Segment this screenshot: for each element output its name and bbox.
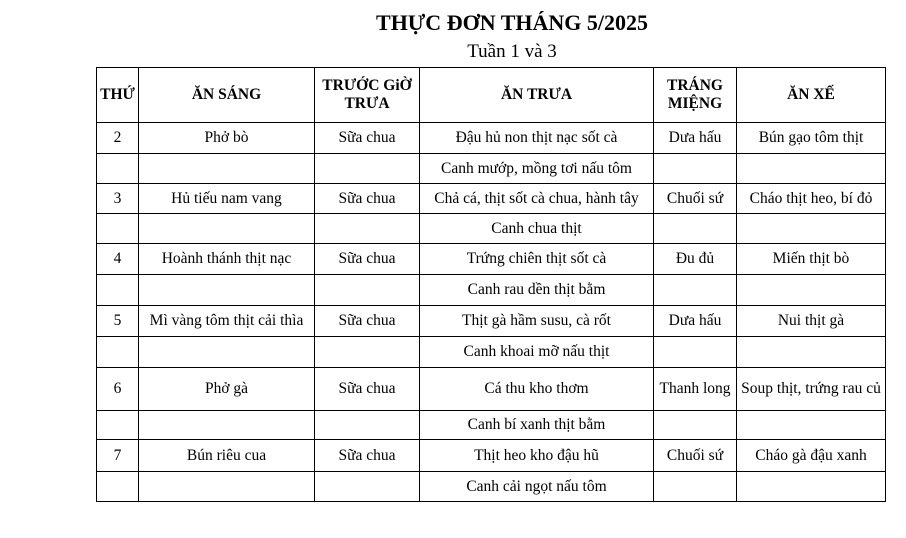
page-title: THỰC ĐƠN THÁNG 5/2025 bbox=[376, 10, 648, 35]
cell-dessert: Chuối sứ bbox=[654, 184, 737, 214]
cell-soup: Canh mướp, mồng tơi nấu tôm bbox=[420, 154, 654, 184]
cell-breakfast: Hoành thánh thịt nạc bbox=[139, 244, 315, 275]
table-row-soup bbox=[97, 214, 886, 244]
table-row bbox=[97, 123, 886, 154]
cell-lunch: Chả cá, thịt sốt cà chua, hành tây bbox=[420, 184, 654, 214]
cell-dessert: Thanh long bbox=[654, 368, 737, 411]
cell-day: 3 bbox=[97, 184, 139, 214]
cell-empty bbox=[315, 337, 420, 368]
cell-empty bbox=[654, 411, 737, 440]
cell-before-lunch: Sữa chua bbox=[315, 440, 420, 472]
header-lunch: ĂN TRƯA bbox=[420, 68, 654, 123]
cell-empty bbox=[654, 275, 737, 306]
cell-breakfast: Hủ tiếu nam vang bbox=[139, 184, 315, 214]
cell-soup: Canh rau dền thịt bằm bbox=[420, 275, 654, 306]
cell-dessert: Đu đủ bbox=[654, 244, 737, 275]
table-row-soup bbox=[97, 411, 886, 440]
header-before-lunch-line1: TRƯỚC GiỜ bbox=[322, 77, 412, 94]
cell-breakfast: Mì vàng tôm thịt cải thìa bbox=[139, 306, 315, 337]
table-row bbox=[97, 440, 886, 472]
cell-lunch: Thịt gà hầm susu, cà rốt bbox=[420, 306, 654, 337]
table-row bbox=[97, 306, 886, 337]
cell-soup: Canh khoai mỡ nấu thịt bbox=[420, 337, 654, 368]
header-dessert-line1: TRÁNG bbox=[667, 77, 723, 94]
cell-empty bbox=[139, 275, 315, 306]
cell-empty bbox=[97, 275, 139, 306]
cell-before-lunch: Sữa chua bbox=[315, 123, 420, 154]
cell-empty bbox=[315, 472, 420, 502]
cell-day: 7 bbox=[97, 440, 139, 472]
header-snack: ĂN XẾ bbox=[737, 68, 886, 123]
cell-empty bbox=[97, 337, 139, 368]
cell-snack: Bún gạo tôm thịt bbox=[737, 123, 886, 154]
page-subtitle: Tuần 1 và 3 bbox=[467, 41, 557, 62]
header-dessert bbox=[654, 68, 737, 123]
cell-day: 4 bbox=[97, 244, 139, 275]
cell-empty bbox=[139, 214, 315, 244]
cell-breakfast: Phở gà bbox=[139, 368, 315, 411]
cell-breakfast: Bún riêu cua bbox=[139, 440, 315, 472]
cell-empty bbox=[315, 275, 420, 306]
header-before-lunch-line2: TRƯA bbox=[344, 95, 390, 112]
cell-before-lunch: Sữa chua bbox=[315, 184, 420, 214]
table-row-soup bbox=[97, 154, 886, 184]
cell-snack: Miến thịt bò bbox=[737, 244, 886, 275]
cell-empty bbox=[97, 214, 139, 244]
cell-soup: Canh bí xanh thịt bằm bbox=[420, 411, 654, 440]
cell-empty bbox=[737, 411, 886, 440]
cell-dessert: Dưa hấu bbox=[654, 306, 737, 337]
cell-empty bbox=[315, 154, 420, 184]
cell-empty bbox=[654, 472, 737, 502]
cell-empty bbox=[315, 411, 420, 440]
cell-before-lunch: Sữa chua bbox=[315, 244, 420, 275]
cell-empty bbox=[139, 154, 315, 184]
table-row-soup bbox=[97, 472, 886, 502]
cell-empty bbox=[737, 472, 886, 502]
cell-snack: Soup thịt, trứng rau củ bbox=[737, 368, 886, 411]
cell-breakfast: Phở bò bbox=[139, 123, 315, 154]
cell-lunch: Trứng chiên thịt sốt cà bbox=[420, 244, 654, 275]
cell-lunch: Đậu hủ non thịt nạc sốt cà bbox=[420, 123, 654, 154]
header-dessert-line2: MIỆNG bbox=[667, 95, 723, 112]
header-day: THỨ bbox=[97, 68, 139, 123]
cell-soup: Canh chua thịt bbox=[420, 214, 654, 244]
cell-empty bbox=[654, 214, 737, 244]
cell-empty bbox=[139, 337, 315, 368]
cell-before-lunch: Sữa chua bbox=[315, 306, 420, 337]
cell-day: 5 bbox=[97, 306, 139, 337]
cell-snack: Nui thịt gà bbox=[737, 306, 886, 337]
menu-table bbox=[96, 67, 886, 502]
table-row-soup bbox=[97, 337, 886, 368]
table-row-soup bbox=[97, 275, 886, 306]
cell-empty bbox=[97, 472, 139, 502]
cell-empty bbox=[737, 275, 886, 306]
cell-snack: Cháo thịt heo, bí đỏ bbox=[737, 184, 886, 214]
cell-dessert: Chuối sứ bbox=[654, 440, 737, 472]
cell-empty bbox=[97, 154, 139, 184]
cell-empty bbox=[139, 411, 315, 440]
cell-empty bbox=[654, 337, 737, 368]
cell-empty bbox=[654, 154, 737, 184]
table-row bbox=[97, 244, 886, 275]
cell-empty bbox=[737, 337, 886, 368]
header-before-lunch bbox=[315, 68, 420, 123]
cell-dessert: Dưa hấu bbox=[654, 123, 737, 154]
table-row bbox=[97, 184, 886, 214]
cell-empty bbox=[737, 214, 886, 244]
cell-lunch: Thịt heo kho đậu hũ bbox=[420, 440, 654, 472]
cell-empty bbox=[97, 411, 139, 440]
cell-lunch: Cá thu kho thơm bbox=[420, 368, 654, 411]
cell-day: 6 bbox=[97, 368, 139, 411]
cell-before-lunch: Sữa chua bbox=[315, 368, 420, 411]
cell-day: 2 bbox=[97, 123, 139, 154]
cell-soup: Canh cải ngọt nấu tôm bbox=[420, 472, 654, 502]
cell-empty bbox=[737, 154, 886, 184]
cell-snack: Cháo gà đậu xanh bbox=[737, 440, 886, 472]
header-row bbox=[97, 68, 886, 123]
cell-empty bbox=[139, 472, 315, 502]
header-breakfast: ĂN SÁNG bbox=[139, 68, 315, 123]
cell-empty bbox=[315, 214, 420, 244]
table-row bbox=[97, 368, 886, 411]
